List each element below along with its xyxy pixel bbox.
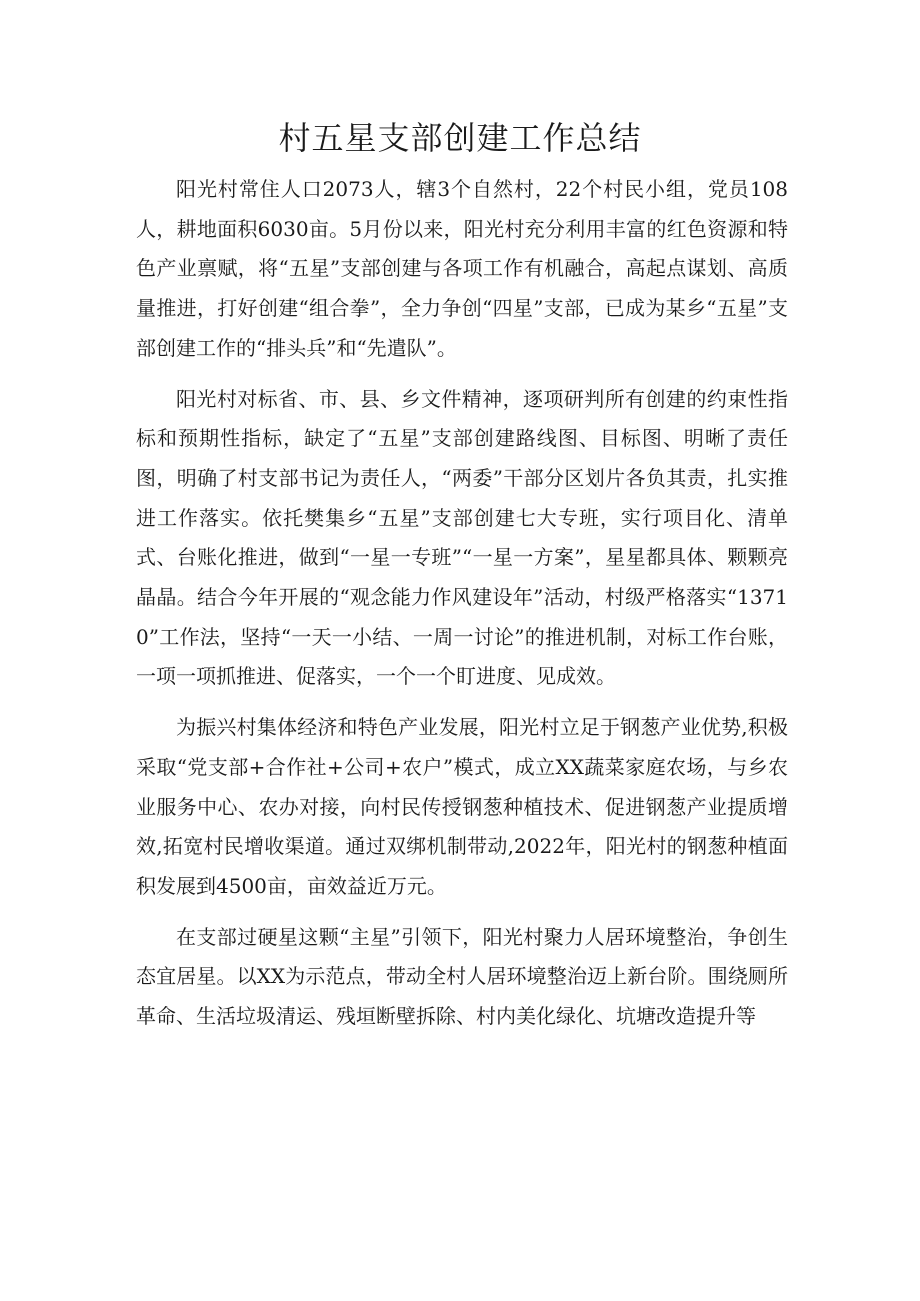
document-title: 村五星支部创建工作总结 (278, 119, 642, 157)
paragraph-benchmarking: 阳光村对标省、市、县、乡文件精神，逐项研判所有创建的约束性指标和预期性指标，缺定了“五星”支部创建路线图、目标图、明晰了责任图，明确了村支部书记为责任人，“两委”干部分区划片各负其责，扎实推进工作落实。依托樊集乡“五星”支部创建七大专班，实行项目化、清单式、台账化推进，做到“一星一专班”“一星一方案”，星星都具体、颗颗亮晶晶。结合今年开展的“观念能力作风建设年”活动，村级严格落实“13710”工作法，坚持“一天一小结、一周一讨论”的推进机制，对标工作台账，一项一项抓推进、促落实，一个一个盯进度、见成效。 (136, 386, 788, 689)
paragraph-industry: 为振兴村集体经济和特色产业发展，阳光村立足于钢葱产业优势,积极采取“党支部+合作社+公司+农户”模式，成立XX蔬菜家庭农场，与乡农业服务中心、农办对接，向村民传授钢葱种植技术、促进钢葱产业提质增效,拓宽村民增收渠道。通过双绑机制带动,2022年，阳光村的钢葱种植面积发展到4500亩，亩效益近万元。 (136, 715, 788, 898)
paragraph-population: 阳光村常住人口2073人，辖3个自然村，22个村民小组，党员108人，耕地面积6030亩。5月份以来，阳光村充分利用丰富的红色资源和特色产业禀赋，将“五星”支部创建与各项工作有机融合，高起点谋划、高质量推进，打好创建“组合拳”，全力争创“四星”支部，已成为某乡“五星”支部创建工作的“排头兵”和“先遣队”。 (136, 177, 788, 360)
document-body (136, 170, 788, 1048)
paragraph-environment: 在支部过硬星这颗“主星”引领下，阳光村聚力人居环境整治，争创生态宜居星。以XX为示范点，带动全村人居环境整治迈上新台阶。围绕厕所革命、生活垃圾清运、残垣断壁拆除、村内美化绿化、坑塘改造提升等 (136, 924, 788, 1029)
